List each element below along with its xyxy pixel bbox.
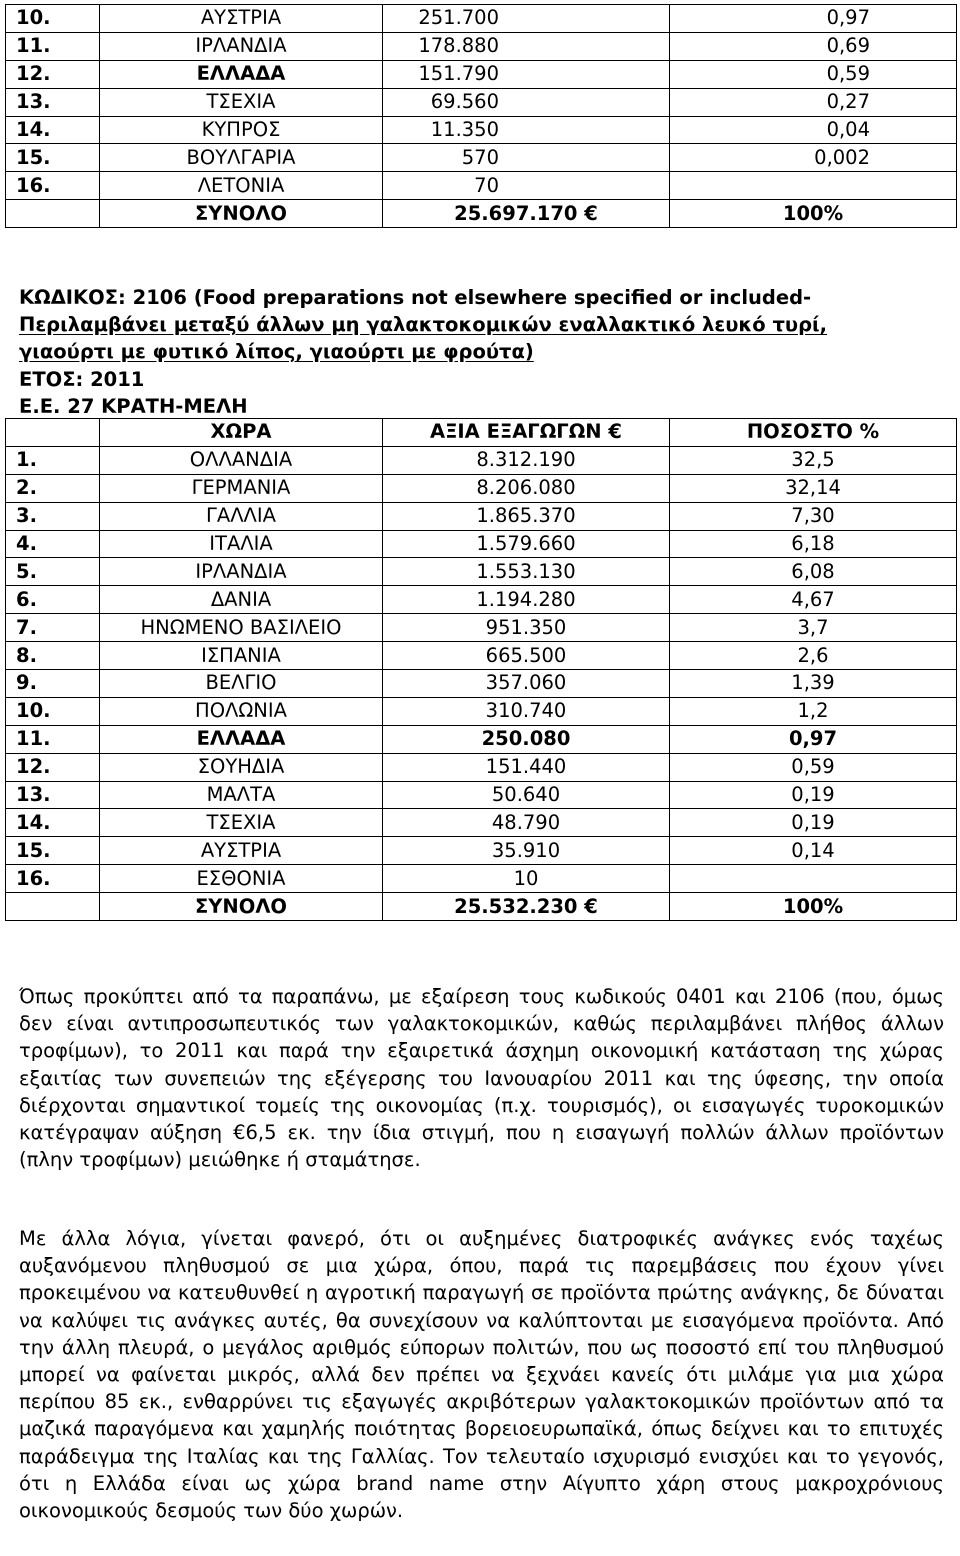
- row-number: 11.: [6, 725, 100, 753]
- export-value-cell: 1.579.660: [383, 530, 670, 558]
- export-table-continued: [5, 4, 957, 228]
- country-cell: ΙΤΑΛΙΑ: [100, 530, 383, 558]
- row-number: 6.: [6, 586, 100, 614]
- country-cell: ΒΟΥΛΓΑΡΙΑ: [100, 144, 383, 172]
- country-cell: ΤΣΕΧΙΑ: [100, 88, 383, 116]
- total-label: ΣΥΝΟΛΟ: [100, 893, 383, 921]
- percentage-cell: 32,14: [670, 474, 957, 502]
- export-value-cell: 357.060: [383, 670, 670, 698]
- heading-description-line-2: γιαούρτι με φυτικό λίπος, γιαούρτι με φρούτα): [19, 340, 534, 364]
- export-value-cell: 151.440: [383, 753, 670, 781]
- row-number: 3.: [6, 502, 100, 530]
- export-value-cell: 8.206.080: [383, 474, 670, 502]
- country-cell: ΓΕΡΜΑΝΙΑ: [100, 474, 383, 502]
- table-row: [6, 88, 957, 116]
- header-num-cell: [6, 419, 100, 447]
- section-heading: [19, 284, 944, 420]
- row-number: 16.: [6, 172, 100, 200]
- table-row: [6, 32, 957, 60]
- country-cell: ΜΑΛΤΑ: [100, 781, 383, 809]
- percentage-cell: 6,08: [670, 558, 957, 586]
- row-number: 16.: [6, 865, 100, 893]
- export-value-cell: 48.790: [383, 809, 670, 837]
- table-row: [6, 865, 957, 893]
- export-value-cell: 11.350: [383, 116, 670, 144]
- country-cell: ΕΣΘΟΝΙΑ: [100, 865, 383, 893]
- percentage-cell: 2,6: [670, 642, 957, 670]
- country-cell: ΔΑΝΙΑ: [100, 586, 383, 614]
- table-row: [6, 642, 957, 670]
- table-row: [6, 809, 957, 837]
- total-row: [6, 200, 957, 228]
- country-cell: ΒΕΛΓΙΟ: [100, 670, 383, 698]
- table-header-row: [6, 419, 957, 447]
- country-cell: ΛΕΤΟΝΙΑ: [100, 172, 383, 200]
- row-number: 5.: [6, 558, 100, 586]
- row-number: 9.: [6, 670, 100, 698]
- percentage-cell: 0,19: [670, 809, 957, 837]
- export-value-cell: 310.740: [383, 697, 670, 725]
- table-row: [6, 446, 957, 474]
- export-value-cell: 1.194.280: [383, 586, 670, 614]
- table-row: [6, 725, 957, 753]
- export-value-cell: 1.865.370: [383, 502, 670, 530]
- heading-description-line-1: Περιλαμβάνει μεταξύ άλλων μη γαλακτοκομικών εναλλακτικό λευκό τυρί,: [19, 313, 828, 337]
- export-value-cell: 50.640: [383, 781, 670, 809]
- table-row: [6, 753, 957, 781]
- row-number: 4.: [6, 530, 100, 558]
- percentage-cell: 4,67: [670, 586, 957, 614]
- percentage-cell: 1,39: [670, 670, 957, 698]
- table-row: [6, 586, 957, 614]
- percentage-cell: 0,97: [670, 725, 957, 753]
- country-cell: ΙΡΛΑΝΔΙΑ: [100, 558, 383, 586]
- heading-code-line: ΚΩΔΙΚΟΣ: 2106 (Food preparations not elsewhere specified or included-: [19, 286, 812, 309]
- percentage-cell: [670, 172, 957, 200]
- country-cell: ΠΟΛΩΝΙΑ: [100, 697, 383, 725]
- percentage-cell: 0,59: [670, 753, 957, 781]
- row-number: 11.: [6, 32, 100, 60]
- table-row: [6, 781, 957, 809]
- percentage-cell: 32,5: [670, 446, 957, 474]
- country-cell: ΣΟΥΗΔΙΑ: [100, 753, 383, 781]
- table-row: [6, 558, 957, 586]
- table-row: [6, 144, 957, 172]
- percentage-cell: 3,7: [670, 614, 957, 642]
- export-table-2106: [5, 418, 957, 921]
- heading-scope: Ε.Ε. 27 ΚΡΑΤΗ-ΜΕΛΗ: [19, 394, 248, 418]
- total-num-cell: [6, 893, 100, 921]
- total-num-cell: [6, 200, 100, 228]
- country-cell: ΑΥΣΤΡΙΑ: [100, 837, 383, 865]
- export-value-cell: 10: [383, 865, 670, 893]
- table-row: [6, 474, 957, 502]
- total-percentage: 100%: [670, 200, 957, 228]
- table-row: [6, 116, 957, 144]
- header-export-value: ΑΞΙΑ ΕΞΑΓΩΓΩΝ €: [383, 419, 670, 447]
- country-cell: ΗΝΩΜΕΝΟ ΒΑΣΙΛΕΙΟ: [100, 614, 383, 642]
- total-percentage: 100%: [670, 893, 957, 921]
- percentage-cell: 0,97: [670, 5, 957, 33]
- header-percentage: ΠΟΣΟΣΤΟ %: [670, 419, 957, 447]
- row-number: 13.: [6, 781, 100, 809]
- export-value-cell: 665.500: [383, 642, 670, 670]
- row-number: 2.: [6, 474, 100, 502]
- row-number: 13.: [6, 88, 100, 116]
- percentage-cell: 0,04: [670, 116, 957, 144]
- row-number: 1.: [6, 446, 100, 474]
- row-number: 14.: [6, 809, 100, 837]
- total-row: [6, 893, 957, 921]
- export-value-cell: 69.560: [383, 88, 670, 116]
- table-row: [6, 837, 957, 865]
- country-cell: ΚΥΠΡΟΣ: [100, 116, 383, 144]
- row-number: 15.: [6, 837, 100, 865]
- row-number: 10.: [6, 697, 100, 725]
- country-cell: ΕΛΛΑΔΑ: [100, 725, 383, 753]
- heading-year: ΕΤΟΣ: 2011: [19, 367, 145, 391]
- header-country: ΧΩΡΑ: [100, 419, 383, 447]
- row-number: 15.: [6, 144, 100, 172]
- country-cell: ΙΣΠΑΝΙΑ: [100, 642, 383, 670]
- export-value-cell: 951.350: [383, 614, 670, 642]
- row-number: 10.: [6, 5, 100, 33]
- export-value-cell: 251.700: [383, 5, 670, 33]
- export-value-cell: 570: [383, 144, 670, 172]
- table-row: [6, 670, 957, 698]
- percentage-cell: 0,59: [670, 60, 957, 88]
- percentage-cell: 6,18: [670, 530, 957, 558]
- percentage-cell: 7,30: [670, 502, 957, 530]
- table-row: [6, 614, 957, 642]
- percentage-cell: 0,27: [670, 88, 957, 116]
- percentage-cell: 1,2: [670, 697, 957, 725]
- percentage-cell: 0,002: [670, 144, 957, 172]
- row-number: 14.: [6, 116, 100, 144]
- country-cell: ΕΛΛΑΔΑ: [100, 60, 383, 88]
- total-value: 25.697.170 €: [383, 200, 670, 228]
- total-value: 25.532.230 €: [383, 893, 670, 921]
- table-row: [6, 502, 957, 530]
- export-value-cell: 1.553.130: [383, 558, 670, 586]
- row-number: 12.: [6, 60, 100, 88]
- percentage-cell: [670, 865, 957, 893]
- percentage-cell: 0,14: [670, 837, 957, 865]
- export-value-cell: 250.080: [383, 725, 670, 753]
- paragraph-2: Με άλλα λόγια, γίνεται φανερό, ότι οι αυξημένες διατροφικές ανάγκες ενός ταχέως αυξανόμενου πληθυσμού σε μια χώρα, όπου, παρά τις παρεμβάσεις που έχουν γίνει προκειμένου να κατευθυνθεί η αγροτική παραγωγή σε προϊόντα πρώτης ανάγκης, δε δύναται να καλύψει τις ανάγκες αυτές, θα συνεχίσουν να καλύπτονται με εισαγόμενα προϊόντα. Από την άλλη πλευρά, ο μεγάλος αριθμός εύπορων πολιτών, που ως ποσοστό επί του πληθυσμού μπορεί να φαίνεται μικρός, αλλά δεν πρέπει να ξεχνάει κανείς ότι μιλάμε για μια χώρα περίπου 85 εκ., ενθαρρύνει τις εξαγωγές ακριβότερων γαλακτοκομικών προϊόντων από τα μαζικά παραγόμενα και χαμηλής ποιότητας βορειοευρωπαϊκά, όπως δείχνει και το επιτυχές παράδειγμα της Ιταλίας και της Γαλλίας. Τον τελευταίο ισχυρισμό ενισχύει και το γεγονός, ότι η Ελλάδα είναι ως χώρα brand name στην Αίγυπτο χάρη στους μακροχρόνιους οικονομικούς δεσμούς των δύο χωρών.: [19, 1227, 944, 1523]
- row-number: 12.: [6, 753, 100, 781]
- country-cell: ΙΡΛΑΝΔΙΑ: [100, 32, 383, 60]
- export-value-cell: 8.312.190: [383, 446, 670, 474]
- table-row: [6, 697, 957, 725]
- export-value-cell: 70: [383, 172, 670, 200]
- export-value-cell: 35.910: [383, 837, 670, 865]
- table-row: [6, 172, 957, 200]
- country-cell: ΟΛΛΑΝΔΙΑ: [100, 446, 383, 474]
- country-cell: ΑΥΣΤΡΙΑ: [100, 5, 383, 33]
- export-table-2106-body: [6, 419, 957, 921]
- country-cell: ΤΣΕΧΙΑ: [100, 809, 383, 837]
- export-value-cell: 151.790: [383, 60, 670, 88]
- table-row: [6, 5, 957, 33]
- row-number: 8.: [6, 642, 100, 670]
- table-row: [6, 60, 957, 88]
- export-value-cell: 178.880: [383, 32, 670, 60]
- total-label: ΣΥΝΟΛΟ: [100, 200, 383, 228]
- paragraph-1: Όπως προκύπτει από τα παραπάνω, με εξαίρεση τους κωδικούς 0401 και 2106 (που, όμως δεν είναι αντιπροσωπευτικός των γαλακτοκομικών, καθώς περιλαμβάνει πλήθος άλλων τροφίμων), το 2011 και παρά την εξαιρετικά άσχημη οικονομική κατάσταση της χώρας εξαιτίας των συνεπειών της εξέγερσης του Ιανουαρίου 2011 και της ύφεσης, την οποία διέρχονται σημαντικοί τομείς της οικονομίας (π.χ. τουρισμός), οι εισαγωγές τυροκομικών κατέγραψαν αύξηση €6,5 εκ. την ίδια στιγμή, που η εισαγωγή πολλών άλλων προϊόντων (πλην τροφίμων) μειώθηκε ή σταμάτησε.: [19, 985, 944, 1172]
- percentage-cell: 0,69: [670, 32, 957, 60]
- country-cell: ΓΑΛΛΙΑ: [100, 502, 383, 530]
- export-table-continued-body: [6, 5, 957, 228]
- percentage-cell: 0,19: [670, 781, 957, 809]
- table-row: [6, 530, 957, 558]
- row-number: 7.: [6, 614, 100, 642]
